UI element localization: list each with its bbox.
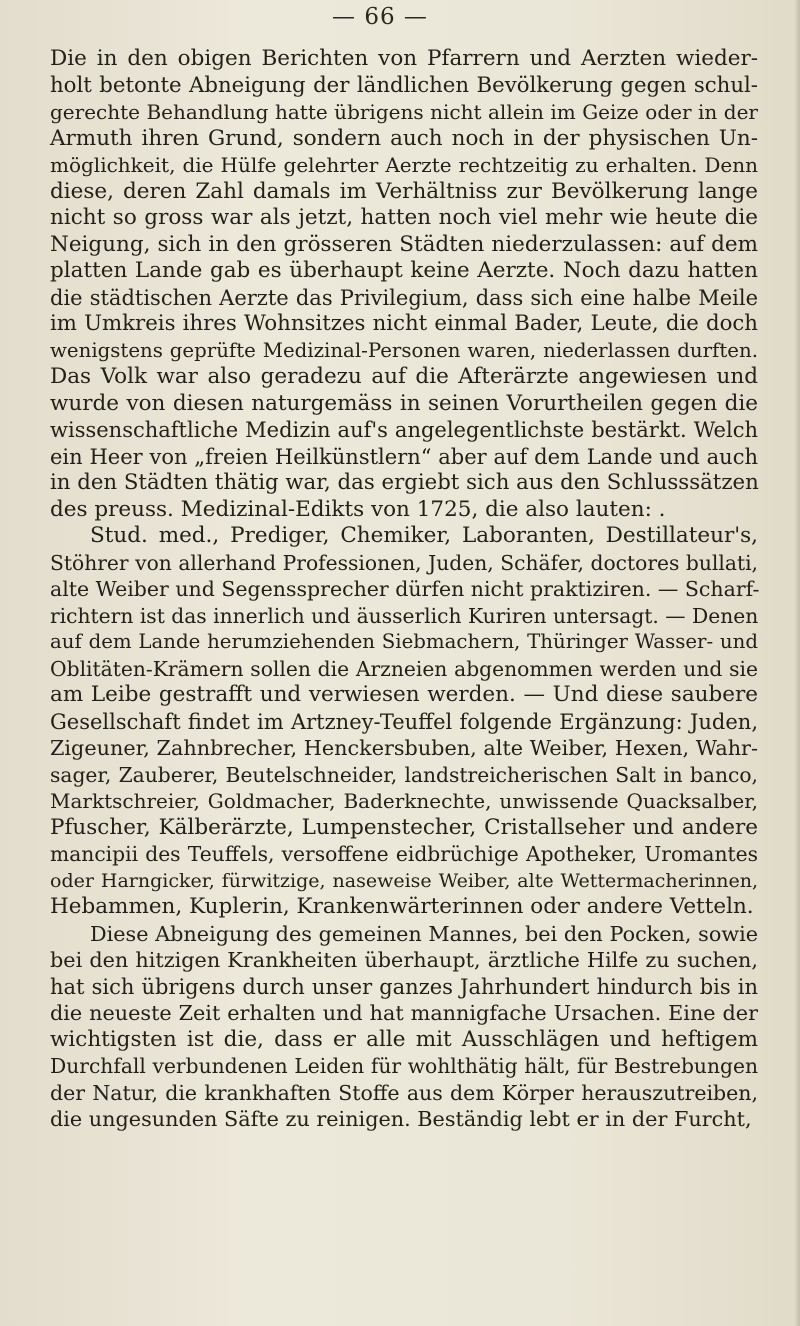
paragraph [50,46,758,523]
text-line: diese, deren Zahl damals im Verhältniss zur Bevölkerung lange [50,178,758,204]
text-line: Neigung, sich in den grösseren Städten niederzulassen: auf dem [50,231,758,257]
text-line: wurde von diesen naturgemäss in seinen Vorurtheilen gegen die [50,390,758,416]
text-line: am Leibe gestrafft und verwiesen werden. — Und diese saubere [50,682,758,707]
text-line: wichtigsten ist die, dass er alle mit Ausschlägen und heftigem [50,1026,758,1052]
text-line: Das Volk war also geradezu auf die Afterärzte angewiesen und [50,364,758,389]
text-line: Armuth ihren Grund, sondern auch noch in der physischen Un- [50,125,758,151]
text-line: Hebammen, Kuplerin, Krankenwärterinnen oder andere Vetteln. [50,894,754,919]
text-line: hat sich übrigens durch unser ganzes Jahrhundert hindurch bis in [50,974,758,999]
text-line: holt betonte Abneigung der ländlichen Bevölkerung gegen schul- [50,72,758,98]
text-line: die ungesunden Säfte zu reinigen. Beständig lebt er in der Furcht, [50,1107,752,1131]
text-line: mancipii des Teuffels, versoffene eidbrüchige Apotheker, Uromantes [50,842,758,866]
text-line: in den Städten thätig war, das ergiebt sich aus den Schlusssätzen [50,470,759,495]
paragraph [50,921,758,1133]
text-line: Stud. med., Prediger, Chemiker, Laboranten, Destillateur's, [90,523,758,548]
text-line: nicht so gross war als jetzt, hatten noch viel mehr wie heute die [50,205,758,230]
text-line: im Umkreis ihres Wohnsitzes nicht einmal Bader, Leute, die doch [50,311,758,336]
page-number: — 66 — [332,4,428,30]
text-line: Marktschreier, Goldmacher, Baderknechte, unwissende Quacksalber, [50,789,758,813]
text-line: Diese Abneigung des gemeinen Mannes, bei den Pocken, sowie [90,921,758,946]
text-line: Durchfall verbundenen Leiden für wohlthätig hält, für Bestrebungen [50,1054,758,1078]
text-line: Zigeuner, Zahnbrecher, Henckersbuben, alte Weiber, Hexen, Wahr- [50,736,758,760]
text-line: wenigstens geprüfte Medizinal-Personen waren, niederlassen durften. [50,338,758,362]
text-line: die städtischen Aerzte das Privilegium, dass sich eine halbe Meile [50,285,758,310]
text-line: platten Lande gab es überhaupt keine Aerzte. Noch dazu hatten [50,258,758,283]
text-line: Pfuscher, Kälberärzte, Lumpenstecher, Cristallseher und andere [50,814,758,840]
text-line: bei den hitzigen Krankheiten überhaupt, ärztliche Hilfe zu suchen, [50,948,758,972]
text-line: ein Heer von „freien Heilkünstlern“ aber auf dem Lande und auch [50,444,758,469]
text-line: des preuss. Medizinal-Edikts von 1725, die also lauten: . [50,496,666,522]
text-line: Oblitäten-Krämern sollen die Arzneien abgenommen werden und sie [50,656,758,681]
text-line: Die in den obigen Berichten von Pfarrern und Aerzten wieder- [50,46,758,71]
text-line: die neueste Zeit erhalten und hat mannigfache Ursachen. Eine der [50,1001,758,1025]
text-line: sager, Zauberer, Beutelschneider, landstreicherischen Salt in banco, [50,762,758,787]
text-line: richtern ist das innerlich und äusserlich Kuriren untersagt. — Denen [50,603,759,628]
text-line: oder Harngicker, fürwitzige, naseweise Weiber, alte Wettermacherinnen, [50,869,758,892]
text-line: Gesellschaft findet im Artzney-Teuffel folgende Ergänzung: Juden, [50,709,758,734]
paragraph [50,523,758,921]
text-line: gerechte Behandlung hatte übrigens nicht allein im Geize oder in der [50,100,758,124]
text-line: wissenschaftliche Medizin auf's angelegentlichste bestärkt. Welch [50,418,758,442]
text-line: alte Weiber und Segenssprecher dürfen nicht praktiziren. — Scharf- [50,577,760,601]
body-text [50,46,758,1133]
text-line: der Natur, die krankhaften Stoffe aus dem Körper herauszutreiben, [50,1080,758,1105]
text-line: möglichkeit, die Hülfe gelehrter Aerzte rechtzeitig zu erhalten. Denn [50,153,758,177]
text-line: auf dem Lande herumziehenden Siebmachern, Thüringer Wasser- und [50,630,758,653]
text-line: Stöhrer von allerhand Professionen, Juden, Schäfer, doctores bullati, [50,550,758,575]
page-edge-shadow [794,0,800,1326]
